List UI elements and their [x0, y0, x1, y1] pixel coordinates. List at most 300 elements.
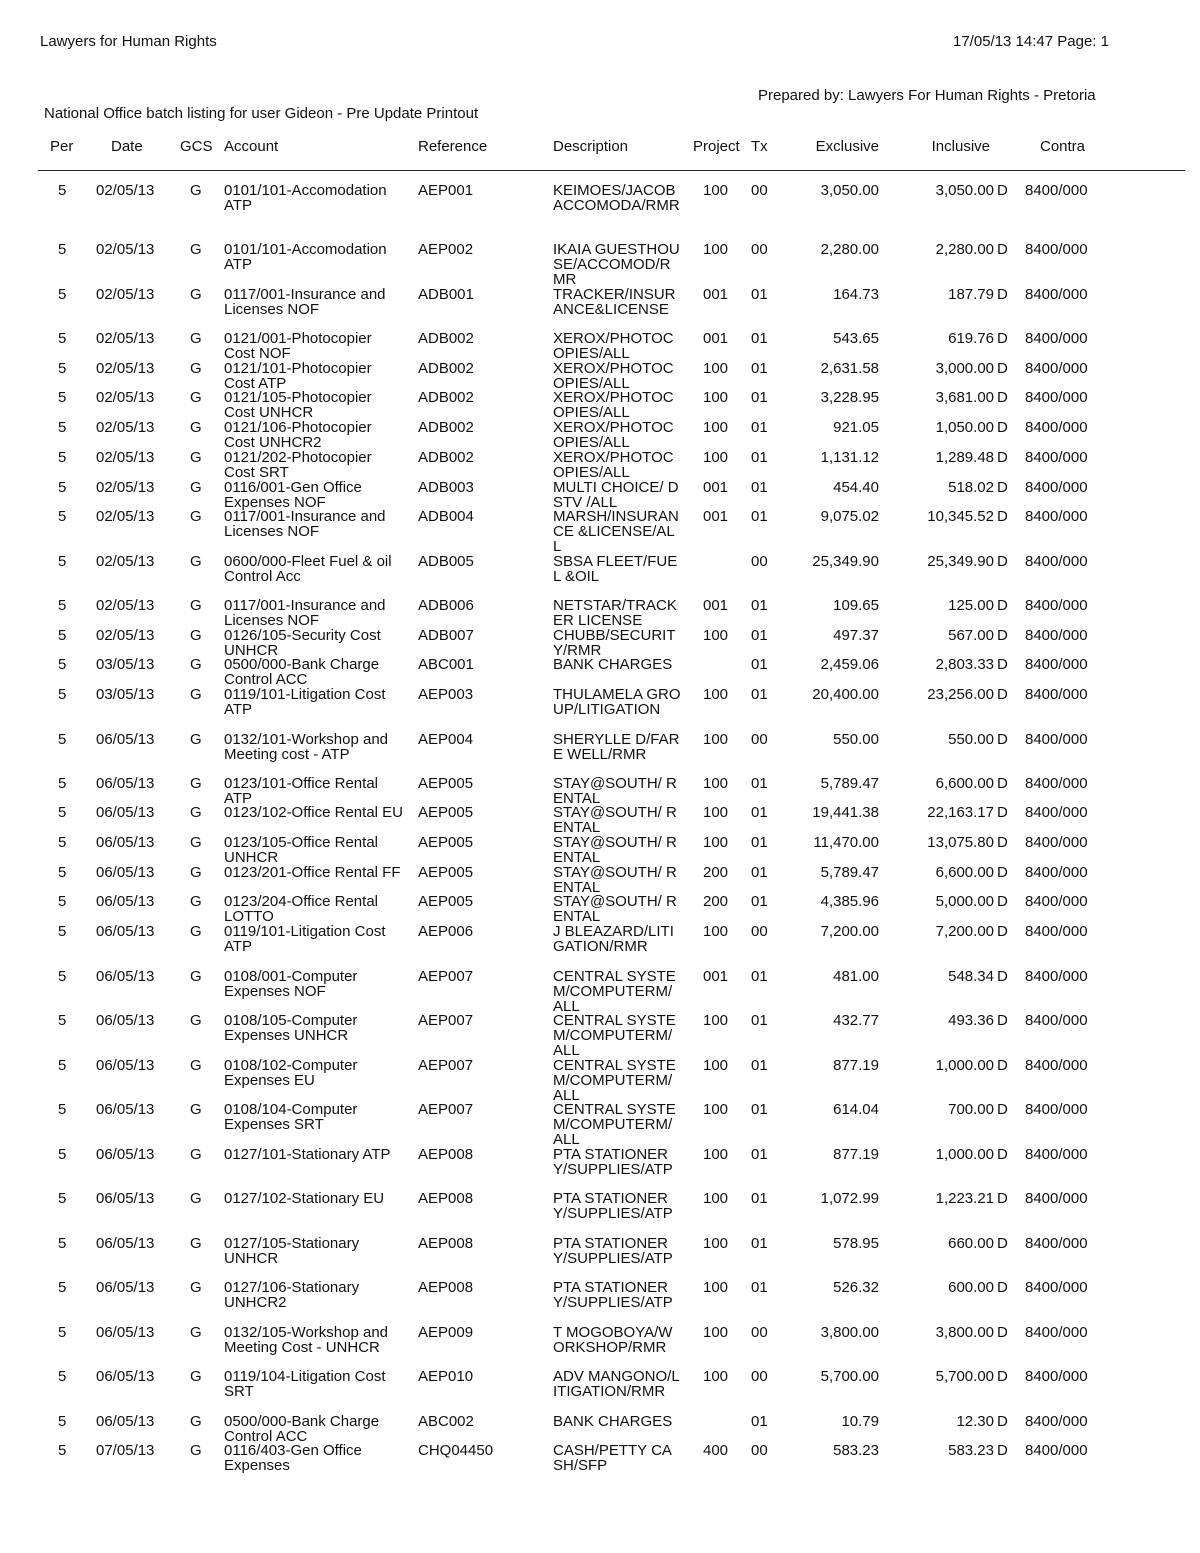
row-project: 100	[703, 1279, 729, 1296]
column-header-reference: Reference	[418, 138, 488, 155]
row-exclusive: 614.04	[833, 1101, 879, 1118]
row-per: 5	[58, 686, 67, 703]
row-description: XEROX/PHOTOCOPIES/ALL	[553, 360, 674, 392]
row-reference: AEP006	[418, 923, 474, 940]
row-debit-credit: D	[997, 553, 1008, 570]
row-debit-credit: D	[997, 286, 1008, 303]
row-account: 0121/106-Photocopier Cost UNHCR2	[224, 419, 372, 451]
row-gcs: G	[190, 479, 202, 496]
column-header-contra: Contra	[1040, 138, 1086, 155]
row-reference: ABC001	[418, 656, 474, 673]
row-debit-credit: D	[997, 241, 1008, 258]
row-project: 100	[703, 731, 729, 748]
row-contra: 8400/000	[1025, 656, 1088, 673]
row-account: 0119/101-Litigation Cost ATP	[224, 923, 386, 955]
row-project: 001	[703, 330, 729, 347]
row-description: MARSH/INSURANCE &LICENSE/ALL	[553, 508, 679, 555]
row-per: 5	[58, 834, 67, 851]
row-date: 02/05/13	[96, 449, 155, 466]
row-gcs: G	[190, 864, 202, 881]
row-date: 02/05/13	[96, 182, 155, 199]
row-debit-credit: D	[997, 731, 1008, 748]
row-exclusive: 481.00	[833, 968, 879, 985]
row-description: CASH/PETTY CASH/SFP	[553, 1442, 672, 1474]
row-tx: 00	[751, 182, 768, 199]
row-contra: 8400/000	[1025, 1442, 1088, 1459]
row-project: 001	[703, 479, 729, 496]
row-tx: 01	[751, 864, 768, 881]
row-debit-credit: D	[997, 656, 1008, 673]
row-debit-credit: D	[997, 968, 1008, 985]
row-description: STAY@SOUTH/ RENTAL	[553, 864, 677, 896]
row-exclusive: 11,470.00	[813, 834, 879, 851]
row-exclusive: 5,789.47	[820, 775, 879, 792]
row-debit-credit: D	[997, 1324, 1008, 1341]
row-reference: ADB002	[418, 389, 474, 406]
row-exclusive: 164.73	[833, 286, 879, 303]
row-per: 5	[58, 804, 67, 821]
row-account: 0127/105-Stationary UNHCR	[224, 1235, 360, 1267]
row-gcs: G	[190, 686, 202, 703]
row-description: BANK CHARGES	[553, 1413, 673, 1430]
row-contra: 8400/000	[1025, 1101, 1088, 1118]
column-header-exclusive: Exclusive	[815, 138, 879, 155]
row-contra: 8400/000	[1025, 834, 1088, 851]
row-debit-credit: D	[997, 686, 1008, 703]
row-inclusive: 619.76	[948, 330, 994, 347]
row-reference: AEP005	[418, 893, 474, 910]
row-project: 200	[703, 864, 729, 881]
row-tx: 01	[751, 389, 768, 406]
row-reference: AEP007	[418, 1012, 474, 1029]
row-tx: 01	[751, 419, 768, 436]
row-date: 03/05/13	[96, 656, 155, 673]
row-contra: 8400/000	[1025, 686, 1088, 703]
row-reference: AEP009	[418, 1324, 474, 1341]
row-tx: 00	[751, 241, 768, 258]
row-tx: 01	[751, 597, 768, 614]
row-account: 0108/102-Computer Expenses EU	[224, 1057, 358, 1089]
row-account: 0108/001-Computer Expenses NOF	[224, 968, 358, 1000]
row-project: 001	[703, 286, 729, 303]
row-tx: 01	[751, 1146, 768, 1163]
row-tx: 01	[751, 1235, 768, 1252]
row-tx: 01	[751, 1190, 768, 1207]
row-contra: 8400/000	[1025, 449, 1088, 466]
row-project: 100	[703, 1324, 729, 1341]
row-inclusive: 3,800.00	[935, 1324, 994, 1341]
row-tx: 01	[751, 1279, 768, 1296]
row-per: 5	[58, 508, 67, 525]
row-account: 0500/000-Bank Charge Control ACC	[224, 1413, 380, 1445]
row-tx: 00	[751, 553, 768, 570]
row-account: 0117/001-Insurance and Licenses NOF	[224, 286, 386, 318]
row-account: 0123/201-Office Rental FF	[224, 864, 401, 881]
row-project: 400	[703, 1442, 729, 1459]
row-project: 100	[703, 1368, 729, 1385]
row-per: 5	[58, 923, 67, 940]
row-account: 0121/105-Photocopier Cost UNHCR	[224, 389, 372, 421]
row-contra: 8400/000	[1025, 1012, 1088, 1029]
row-per: 5	[58, 360, 67, 377]
row-date: 02/05/13	[96, 553, 155, 570]
row-gcs: G	[190, 1146, 202, 1163]
row-gcs: G	[190, 1324, 202, 1341]
row-debit-credit: D	[997, 1368, 1008, 1385]
row-exclusive: 432.77	[833, 1012, 879, 1029]
row-project: 100	[703, 1190, 729, 1207]
row-reference: ADB005	[418, 553, 474, 570]
row-tx: 01	[751, 449, 768, 466]
row-description: XEROX/PHOTOCOPIES/ALL	[553, 449, 674, 481]
column-header-inclusive: Inclusive	[931, 138, 990, 155]
row-description: IKAIA GUESTHOUSE/ACCOMOD/RMR	[553, 241, 680, 288]
row-gcs: G	[190, 804, 202, 821]
row-inclusive: 12.30	[956, 1413, 994, 1430]
row-gcs: G	[190, 1279, 202, 1296]
row-per: 5	[58, 1146, 67, 1163]
row-per: 5	[58, 389, 67, 406]
row-date: 02/05/13	[96, 508, 155, 525]
row-tx: 01	[751, 1413, 768, 1430]
row-contra: 8400/000	[1025, 893, 1088, 910]
row-description: BANK CHARGES	[553, 656, 673, 673]
row-gcs: G	[190, 449, 202, 466]
row-description: CENTRAL SYSTEM/COMPUTERM/ALL	[553, 1012, 676, 1059]
row-account: 0123/204-Office Rental LOTTO	[224, 893, 378, 925]
row-reference: ADB007	[418, 627, 474, 644]
row-contra: 8400/000	[1025, 1057, 1088, 1074]
row-exclusive: 10.79	[841, 1413, 879, 1430]
row-inclusive: 3,000.00	[935, 360, 994, 377]
row-description: J BLEAZARD/LITIGATION/RMR	[553, 923, 674, 955]
row-project: 100	[703, 627, 729, 644]
row-exclusive: 578.95	[833, 1235, 879, 1252]
row-tx: 01	[751, 686, 768, 703]
row-account: 0132/101-Workshop and Meeting cost - ATP	[224, 731, 389, 763]
row-debit-credit: D	[997, 389, 1008, 406]
row-inclusive: 1,000.00	[935, 1146, 994, 1163]
row-debit-credit: D	[997, 804, 1008, 821]
row-date: 02/05/13	[96, 597, 155, 614]
row-account: 0127/101-Stationary ATP	[224, 1146, 391, 1163]
row-date: 02/05/13	[96, 286, 155, 303]
row-debit-credit: D	[997, 775, 1008, 792]
row-contra: 8400/000	[1025, 241, 1088, 258]
row-tx: 01	[751, 775, 768, 792]
row-date: 02/05/13	[96, 360, 155, 377]
row-inclusive: 25,349.90	[927, 553, 994, 570]
row-account: 0123/102-Office Rental EU	[224, 804, 403, 821]
row-per: 5	[58, 1012, 67, 1029]
row-reference: ADB001	[418, 286, 474, 303]
row-exclusive: 550.00	[833, 731, 879, 748]
row-date: 02/05/13	[96, 419, 155, 436]
row-gcs: G	[190, 419, 202, 436]
row-exclusive: 109.65	[833, 597, 879, 614]
row-description: TRACKER/INSURANCE&LICENSE	[553, 286, 676, 318]
row-exclusive: 3,228.95	[820, 389, 879, 406]
row-contra: 8400/000	[1025, 1324, 1088, 1341]
column-header-tx: Tx	[751, 138, 768, 155]
row-account: 0108/105-Computer Expenses UNHCR	[224, 1012, 358, 1044]
row-tx: 01	[751, 1101, 768, 1118]
row-per: 5	[58, 286, 67, 303]
row-inclusive: 5,000.00	[935, 893, 994, 910]
row-date: 06/05/13	[96, 923, 155, 940]
row-project: 100	[703, 449, 729, 466]
row-contra: 8400/000	[1025, 1368, 1088, 1385]
row-gcs: G	[190, 553, 202, 570]
row-contra: 8400/000	[1025, 286, 1088, 303]
row-exclusive: 1,072.99	[820, 1190, 879, 1207]
row-contra: 8400/000	[1025, 1413, 1088, 1430]
row-per: 5	[58, 1324, 67, 1341]
row-contra: 8400/000	[1025, 479, 1088, 496]
row-debit-credit: D	[997, 597, 1008, 614]
row-tx: 01	[751, 968, 768, 985]
row-gcs: G	[190, 508, 202, 525]
row-exclusive: 583.23	[833, 1442, 879, 1459]
row-description: XEROX/PHOTOCOPIES/ALL	[553, 419, 674, 451]
row-tx: 00	[751, 1442, 768, 1459]
row-tx: 00	[751, 731, 768, 748]
row-project: 100	[703, 241, 729, 258]
row-description: KEIMOES/JACOB ACCOMODA/RMR	[553, 182, 680, 214]
row-inclusive: 3,050.00	[935, 182, 994, 199]
row-inclusive: 660.00	[948, 1235, 994, 1252]
row-date: 06/05/13	[96, 804, 155, 821]
row-gcs: G	[190, 731, 202, 748]
row-date: 07/05/13	[96, 1442, 155, 1459]
row-date: 02/05/13	[96, 479, 155, 496]
row-date: 06/05/13	[96, 1057, 155, 1074]
row-reference: AEP010	[418, 1368, 474, 1385]
row-contra: 8400/000	[1025, 627, 1088, 644]
row-inclusive: 187.79	[948, 286, 994, 303]
row-exclusive: 3,050.00	[820, 182, 879, 199]
row-project: 100	[703, 1101, 729, 1118]
row-inclusive: 125.00	[948, 597, 994, 614]
row-debit-credit: D	[997, 182, 1008, 199]
row-exclusive: 921.05	[833, 419, 879, 436]
row-date: 06/05/13	[96, 834, 155, 851]
row-gcs: G	[190, 1057, 202, 1074]
row-exclusive: 1,131.12	[820, 449, 879, 466]
row-exclusive: 7,200.00	[820, 923, 879, 940]
row-per: 5	[58, 419, 67, 436]
row-contra: 8400/000	[1025, 330, 1088, 347]
column-header-project: Project	[693, 138, 740, 155]
row-gcs: G	[190, 1101, 202, 1118]
row-project: 100	[703, 923, 729, 940]
row-per: 5	[58, 775, 67, 792]
row-gcs: G	[190, 1190, 202, 1207]
row-debit-credit: D	[997, 1279, 1008, 1296]
row-gcs: G	[190, 360, 202, 377]
row-account: 0126/105-Security Cost UNHCR	[224, 627, 381, 659]
row-description: CENTRAL SYSTEM/COMPUTERM/ALL	[553, 1101, 676, 1148]
row-reference: AEP007	[418, 1101, 474, 1118]
row-date: 06/05/13	[96, 1146, 155, 1163]
row-description: PTA STATIONERY/SUPPLIES/ATP	[553, 1190, 673, 1222]
row-inclusive: 3,681.00	[935, 389, 994, 406]
row-gcs: G	[190, 627, 202, 644]
row-date: 06/05/13	[96, 731, 155, 748]
row-gcs: G	[190, 241, 202, 258]
row-per: 5	[58, 893, 67, 910]
row-exclusive: 5,700.00	[820, 1368, 879, 1385]
row-contra: 8400/000	[1025, 864, 1088, 881]
row-debit-credit: D	[997, 1190, 1008, 1207]
row-reference: ABC002	[418, 1413, 474, 1430]
row-reference: AEP005	[418, 834, 474, 851]
row-date: 02/05/13	[96, 241, 155, 258]
row-reference: ADB002	[418, 330, 474, 347]
row-debit-credit: D	[997, 1101, 1008, 1118]
row-contra: 8400/000	[1025, 508, 1088, 525]
row-per: 5	[58, 1442, 67, 1459]
row-per: 5	[58, 1279, 67, 1296]
row-reference: AEP007	[418, 1057, 474, 1074]
row-account: 0108/104-Computer Expenses SRT	[224, 1101, 358, 1133]
row-tx: 01	[751, 1012, 768, 1029]
row-tx: 01	[751, 834, 768, 851]
row-exclusive: 20,400.00	[812, 686, 879, 703]
row-debit-credit: D	[997, 360, 1008, 377]
row-reference: AEP002	[418, 241, 474, 258]
row-date: 06/05/13	[96, 968, 155, 985]
row-exclusive: 2,631.58	[820, 360, 879, 377]
row-debit-credit: D	[997, 627, 1008, 644]
row-project: 200	[703, 893, 729, 910]
row-exclusive: 3,800.00	[820, 1324, 879, 1341]
row-tx: 01	[751, 286, 768, 303]
row-inclusive: 10,345.52	[927, 508, 994, 525]
row-gcs: G	[190, 893, 202, 910]
column-header-description: Description	[553, 138, 629, 155]
row-description: PTA STATIONERY/SUPPLIES/ATP	[553, 1146, 673, 1178]
row-per: 5	[58, 553, 67, 570]
row-description: PTA STATIONERY/SUPPLIES/ATP	[553, 1279, 673, 1311]
row-inclusive: 22,163.17	[927, 804, 994, 821]
row-date: 03/05/13	[96, 686, 155, 703]
row-reference: AEP004	[418, 731, 474, 748]
row-tx: 01	[751, 893, 768, 910]
row-exclusive: 9,075.02	[820, 508, 879, 525]
row-inclusive: 6,600.00	[935, 775, 994, 792]
row-tx: 01	[751, 330, 768, 347]
row-contra: 8400/000	[1025, 775, 1088, 792]
row-account: 0132/105-Workshop and Meeting Cost - UNHCR	[224, 1324, 389, 1356]
row-debit-credit: D	[997, 419, 1008, 436]
row-project: 100	[703, 1012, 729, 1029]
organization-name: Lawyers for Human Rights	[40, 33, 217, 50]
row-date: 06/05/13	[96, 1012, 155, 1029]
row-debit-credit: D	[997, 449, 1008, 466]
row-inclusive: 600.00	[948, 1279, 994, 1296]
row-account: 0101/101-Accomodation ATP	[224, 241, 387, 273]
row-debit-credit: D	[997, 1442, 1008, 1459]
row-per: 5	[58, 731, 67, 748]
row-description: CENTRAL SYSTEM/COMPUTERM/ALL	[553, 1057, 676, 1104]
row-tx: 00	[751, 923, 768, 940]
row-account: 0123/105-Office Rental UNHCR	[224, 834, 378, 866]
batch-title: National Office batch listing for user Gideon - Pre Update Printout	[44, 105, 479, 122]
row-description: T MOGOBOYA/WORKSHOP/RMR	[553, 1324, 673, 1356]
row-debit-credit: D	[997, 1057, 1008, 1074]
row-tx: 00	[751, 1368, 768, 1385]
row-project: 001	[703, 968, 729, 985]
row-reference: AEP005	[418, 804, 474, 821]
row-per: 5	[58, 864, 67, 881]
row-account: 0121/001-Photocopier Cost NOF	[224, 330, 372, 362]
row-gcs: G	[190, 330, 202, 347]
row-description: CENTRAL SYSTEM/COMPUTERM/ALL	[553, 968, 676, 1015]
row-contra: 8400/000	[1025, 182, 1088, 199]
column-header-gcs: GCS	[180, 138, 213, 155]
row-description: SHERYLLE D/FARE WELL/RMR	[553, 731, 680, 763]
row-project: 100	[703, 419, 729, 436]
column-header-per: Per	[50, 138, 74, 155]
row-account: 0123/101-Office Rental ATP	[224, 775, 378, 807]
row-debit-credit: D	[997, 1235, 1008, 1252]
row-tx: 01	[751, 627, 768, 644]
row-per: 5	[58, 479, 67, 496]
row-reference: CHQ04450	[418, 1442, 494, 1459]
row-exclusive: 2,280.00	[820, 241, 879, 258]
row-reference: ADB004	[418, 508, 474, 525]
row-inclusive: 1,223.21	[935, 1190, 994, 1207]
row-reference: AEP008	[418, 1146, 474, 1163]
row-exclusive: 454.40	[833, 479, 879, 496]
row-date: 06/05/13	[96, 1190, 155, 1207]
row-inclusive: 23,256.00	[927, 686, 994, 703]
row-description: ADV MANGONO/LITIGATION/RMR	[553, 1368, 680, 1400]
row-debit-credit: D	[997, 479, 1008, 496]
row-gcs: G	[190, 1235, 202, 1252]
row-description: CHUBB/SECURITY/RMR	[553, 627, 676, 659]
row-account: 0101/101-Accomodation ATP	[224, 182, 387, 214]
row-contra: 8400/000	[1025, 1190, 1088, 1207]
row-gcs: G	[190, 286, 202, 303]
row-exclusive: 497.37	[833, 627, 879, 644]
row-project: 100	[703, 360, 729, 377]
row-project: 100	[703, 389, 729, 406]
row-inclusive: 493.36	[948, 1012, 994, 1029]
row-reference: ADB002	[418, 360, 474, 377]
row-contra: 8400/000	[1025, 360, 1088, 377]
row-project: 100	[703, 182, 729, 199]
row-tx: 01	[751, 804, 768, 821]
row-description: STAY@SOUTH/ RENTAL	[553, 834, 677, 866]
row-account: 0121/101-Photocopier Cost ATP	[224, 360, 372, 392]
row-per: 5	[58, 449, 67, 466]
row-date: 06/05/13	[96, 893, 155, 910]
row-reference: ADB003	[418, 479, 474, 496]
row-reference: ADB006	[418, 597, 474, 614]
row-reference: ADB002	[418, 419, 474, 436]
row-per: 5	[58, 656, 67, 673]
row-date: 06/05/13	[96, 775, 155, 792]
row-exclusive: 4,385.96	[820, 893, 879, 910]
row-description: STAY@SOUTH/ RENTAL	[553, 804, 677, 836]
row-debit-credit: D	[997, 923, 1008, 940]
row-per: 5	[58, 597, 67, 614]
row-reference: AEP008	[418, 1279, 474, 1296]
row-inclusive: 567.00	[948, 627, 994, 644]
row-inclusive: 2,280.00	[935, 241, 994, 258]
